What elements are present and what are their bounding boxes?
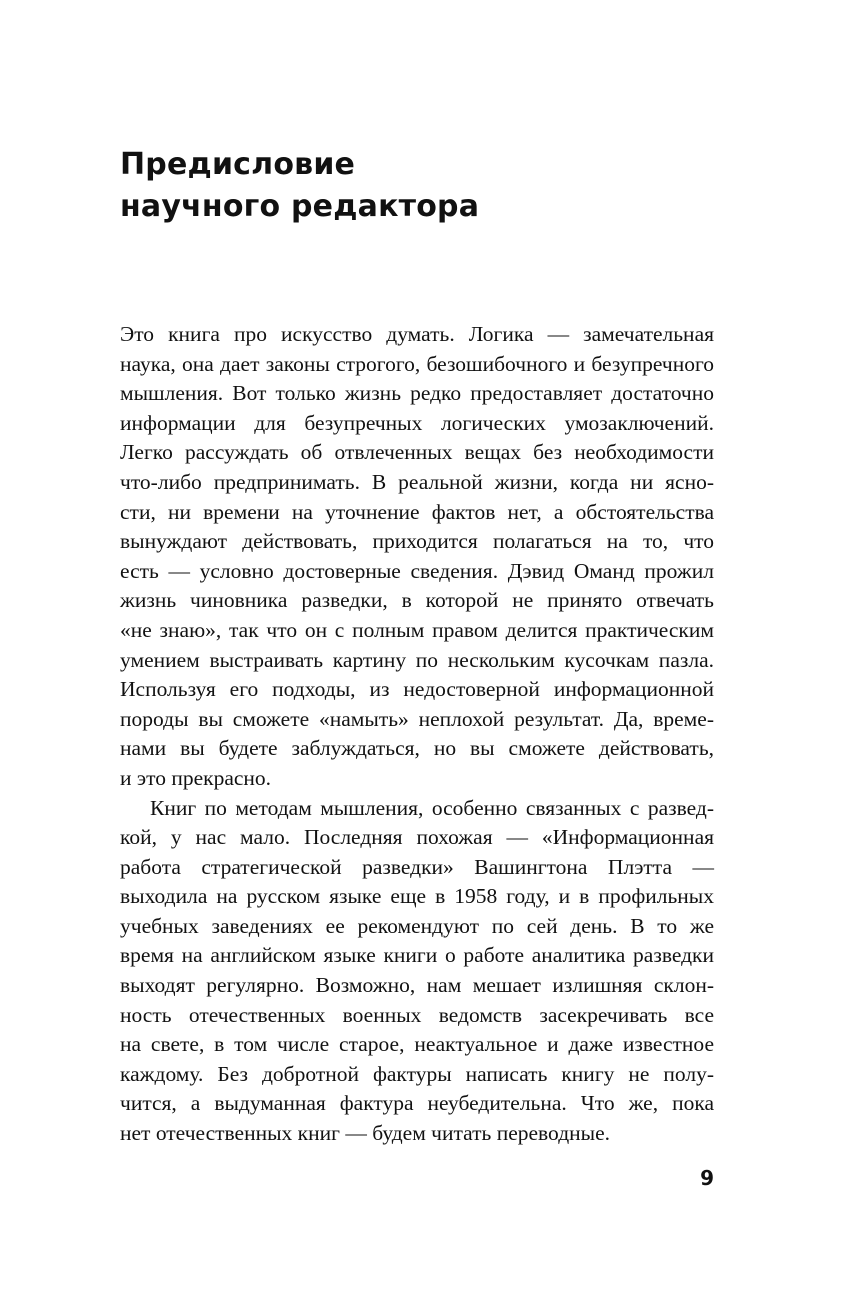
text-line: наука, она дает законы строгого, безошибочного и безупречного bbox=[120, 351, 714, 376]
text-line: нами вы будете заблуждаться, но вы сможете действовать, bbox=[120, 736, 714, 761]
text-line: Книг по методам мышления, особенно связанных с развед- bbox=[150, 795, 714, 820]
text-line: работа стратегической разведки» Вашингтона Плэтта — bbox=[120, 854, 714, 879]
text-line: время на английском языке книги о работе аналитика разведки bbox=[120, 943, 714, 968]
chapter-title bbox=[120, 144, 479, 228]
text-line: «не знаю», так что он с полным правом делится практическим bbox=[120, 617, 714, 642]
paragraph-2 bbox=[120, 794, 714, 1149]
text-line: Легко рассуждать об отвлеченных вещах без необходимости bbox=[120, 440, 714, 465]
text-line: учебных заведениях ее рекомендуют по сей день. В то же bbox=[120, 913, 714, 938]
text-line: есть — условно достоверные сведения. Дэвид Оманд прожил bbox=[120, 558, 714, 583]
text-line: ность отечественных военных ведомств засекречивать все bbox=[120, 1002, 714, 1027]
text-line: чится, а выдуманная фактура неубедительна. Что же, пока bbox=[120, 1091, 714, 1116]
paragraph-1 bbox=[120, 320, 714, 794]
page-number: 9 bbox=[700, 1166, 714, 1190]
text-line: породы вы сможете «намыть» неплохой результат. Да, време- bbox=[120, 706, 714, 731]
chapter-title-line-2: научного редактора bbox=[120, 189, 480, 224]
text-line: Это книга про искусство думать. Логика — замечательная bbox=[120, 322, 714, 346]
text-line: выходила на русском языке еще в 1958 году, и в профильных bbox=[120, 884, 714, 909]
text-line: сти, ни времени на уточнение фактов нет, а обстоятельства bbox=[120, 499, 714, 524]
text-line: мышления. Вот только жизнь редко предоставляет достаточно bbox=[120, 381, 714, 406]
text-line: жизнь чиновника разведки, в которой не принято отвечать bbox=[120, 588, 714, 613]
text-line: на свете, в том числе старое, неактуальное и даже известное bbox=[120, 1032, 714, 1057]
text-line: что-либо предпринимать. В реальной жизни, когда ни ясно- bbox=[120, 469, 714, 494]
chapter-title-line-1: Предисловие bbox=[120, 147, 356, 182]
text-line: и это прекрасно. bbox=[120, 765, 272, 790]
text-line: информации для безупречных логических умозаключений. bbox=[120, 410, 714, 435]
text-line: выходят регулярно. Возможно, нам мешает излишняя склон- bbox=[120, 973, 714, 998]
text-line: нет отечественных книг — будем читать переводные. bbox=[120, 1121, 610, 1146]
text-line: Используя его подходы, из недостоверной информационной bbox=[120, 677, 714, 702]
body-text bbox=[120, 320, 714, 1149]
text-line: вынуждают действовать, приходится полагаться на то, что bbox=[120, 529, 714, 554]
text-line: кой, у нас мало. Последняя похожая — «Информационная bbox=[120, 825, 714, 850]
text-line: каждому. Без добротной фактуры написать книгу не полу- bbox=[120, 1061, 714, 1086]
text-line: умением выстраивать картину по нескольким кусочкам пазла. bbox=[120, 647, 714, 672]
